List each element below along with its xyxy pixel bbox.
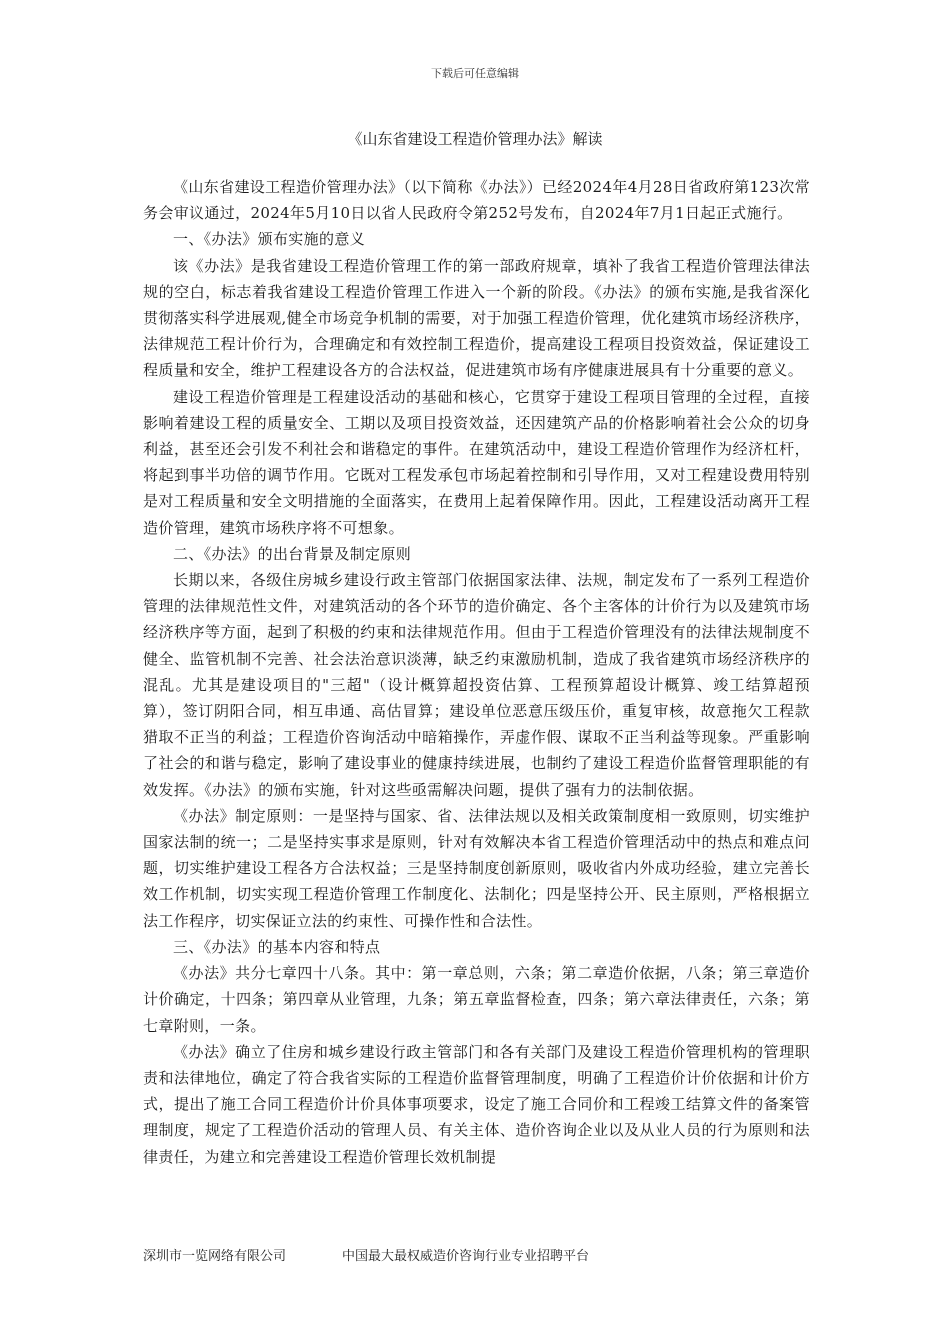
paragraph: 该《办法》是我省建设工程造价管理工作的第一部政府规章，填补了我省工程造价管理法律法规的空白，标志着我省建设工程造价管理工作进入一个新的阶段。《办法》的颁布实施,是我省深化贯彻落实科学进展观,健全市场竞争机制的需要，对于加强工程造价管理，优化建筑市场经济秩序，法律规范工程计价行为，合理确定和有效控制工程造价，提高建设工程项目投资效益，保证建设工程质量和安全，维护工程建设各方的合法权益，促进建筑市场有序健康进展具有十分重要的意义。 <box>143 256 810 380</box>
footer-company: 深圳市一览网络有限公司 <box>143 1249 287 1264</box>
section-heading-3: 三、《办法》的基本内容和特点 <box>173 937 381 956</box>
document-body <box>143 174 810 1170</box>
paragraph: 长期以来，各级住房城乡建设行政主管部门依据国家法律、法规，制定发布了一系列工程造价管理的法律规范性文件，对建筑活动的各个环节的造价确定、各个主客体的计价行为以及建筑市场经济秩序等方面，起到了积极的约束和法律规范作用。但由于工程造价管理没有的法律法规制度不健全、监管机制不完善、社会法治意识淡薄，缺乏约束激励机制，造成了我省建筑市场经济秩序的混乱。尤其是建设项目的"三超"（设计概算超投资估算、工程预算超设计概算、竣工结算超预算），签订阴阳合同，相互串通、高估冒算；建设单位恶意压级压价，重复审核，故意拖欠工程款猎取不正当的利益；工程造价咨询活动中暗箱操作，弄虚作假、谋取不正当利益等现象。严重影响了社会的和谐与稳定，影响了建设事业的健康持续进展，也制约了建设工程造价监督管理职能的有效发挥。《办法》的颁布实施，针对这些亟需解决问题，提供了强有力的法制依据。 <box>143 571 810 799</box>
document-title: 《山东省建设工程造价管理办法》解读 <box>347 130 603 148</box>
footer-slogan: 中国最大最权威造价咨询行业专业招聘平台 <box>342 1249 590 1264</box>
paragraph: 《办法》共分七章四十八条。其中：第一章总则，六条；第二章造价依据，八条；第三章造价计价确定，十四条；第四章从业管理，九条；第五章监督检查，四条；第六章法律责任，六条；第七章附则，一条。 <box>143 964 810 1035</box>
page-footer <box>143 1248 589 1266</box>
page-header-note: 下载后可任意编辑 <box>431 67 519 80</box>
section-heading-1: 一、《办法》颁布实施的意义 <box>173 230 366 249</box>
paragraph: 《办法》制定原则：一是坚持与国家、省、法律法规以及相关政策制度相一致原则，切实维护国家法制的统一；二是坚持实事求是原则，针对有效解决本省工程造价管理活动中的热点和难点问题，切实维护建设工程各方合法权益；三是坚持制度创新原则，吸收省内外成功经验，建立完善长效工作机制，切实实现工程造价管理工作制度化、法制化；四是坚持公开、民主原则，严格根据立法工作程序，切实保证立法的约束性、可操作性和合法性。 <box>143 806 810 930</box>
paragraph-intro: 《山东省建设工程造价管理办法》（以下简称《办法》）已经2024年4月28日省政府第123次常务会审议通过，2024年5月10日以省人民政府令第252号发布，自2024年7月1日起正式施行。 <box>143 178 810 223</box>
paragraph: 建设工程造价管理是工程建设活动的基础和核心，它贯穿于建设工程项目管理的全过程，直接影响着建设工程的质量安全、工期以及项目投资效益，还因建筑产品的价格影响着社会公众的切身利益，甚至还会引发不利社会和谐稳定的事件。在建筑活动中，建设工程造价管理作为经济杠杆，将起到事半功倍的调节作用。它既对工程发承包市场起着控制和引导作用，又对工程建设费用特别是对工程质量和安全文明措施的全面落实，在费用上起着保障作用。因此，工程建设活动离开工程造价管理，建筑市场秩序将不可想象。 <box>143 387 810 537</box>
paragraph: 《办法》确立了住房和城乡建设行政主管部门和各有关部门及建设工程造价管理机构的管理职责和法律地位，确定了符合我省实际的工程造价监督管理制度，明确了工程造价计价依据和计价方式，提出了施工合同工程造价计价具体事项要求，设定了施工合同价和工程竣工结算文件的备案管理制度，规定了工程造价活动的管理人员、有关主体、造价咨询企业以及从业人员的行为原则和法律责任，为建立和完善建设工程造价管理长效机制提 <box>143 1042 810 1166</box>
section-heading-2: 二、《办法》的出台背景及制定原则 <box>173 544 412 563</box>
